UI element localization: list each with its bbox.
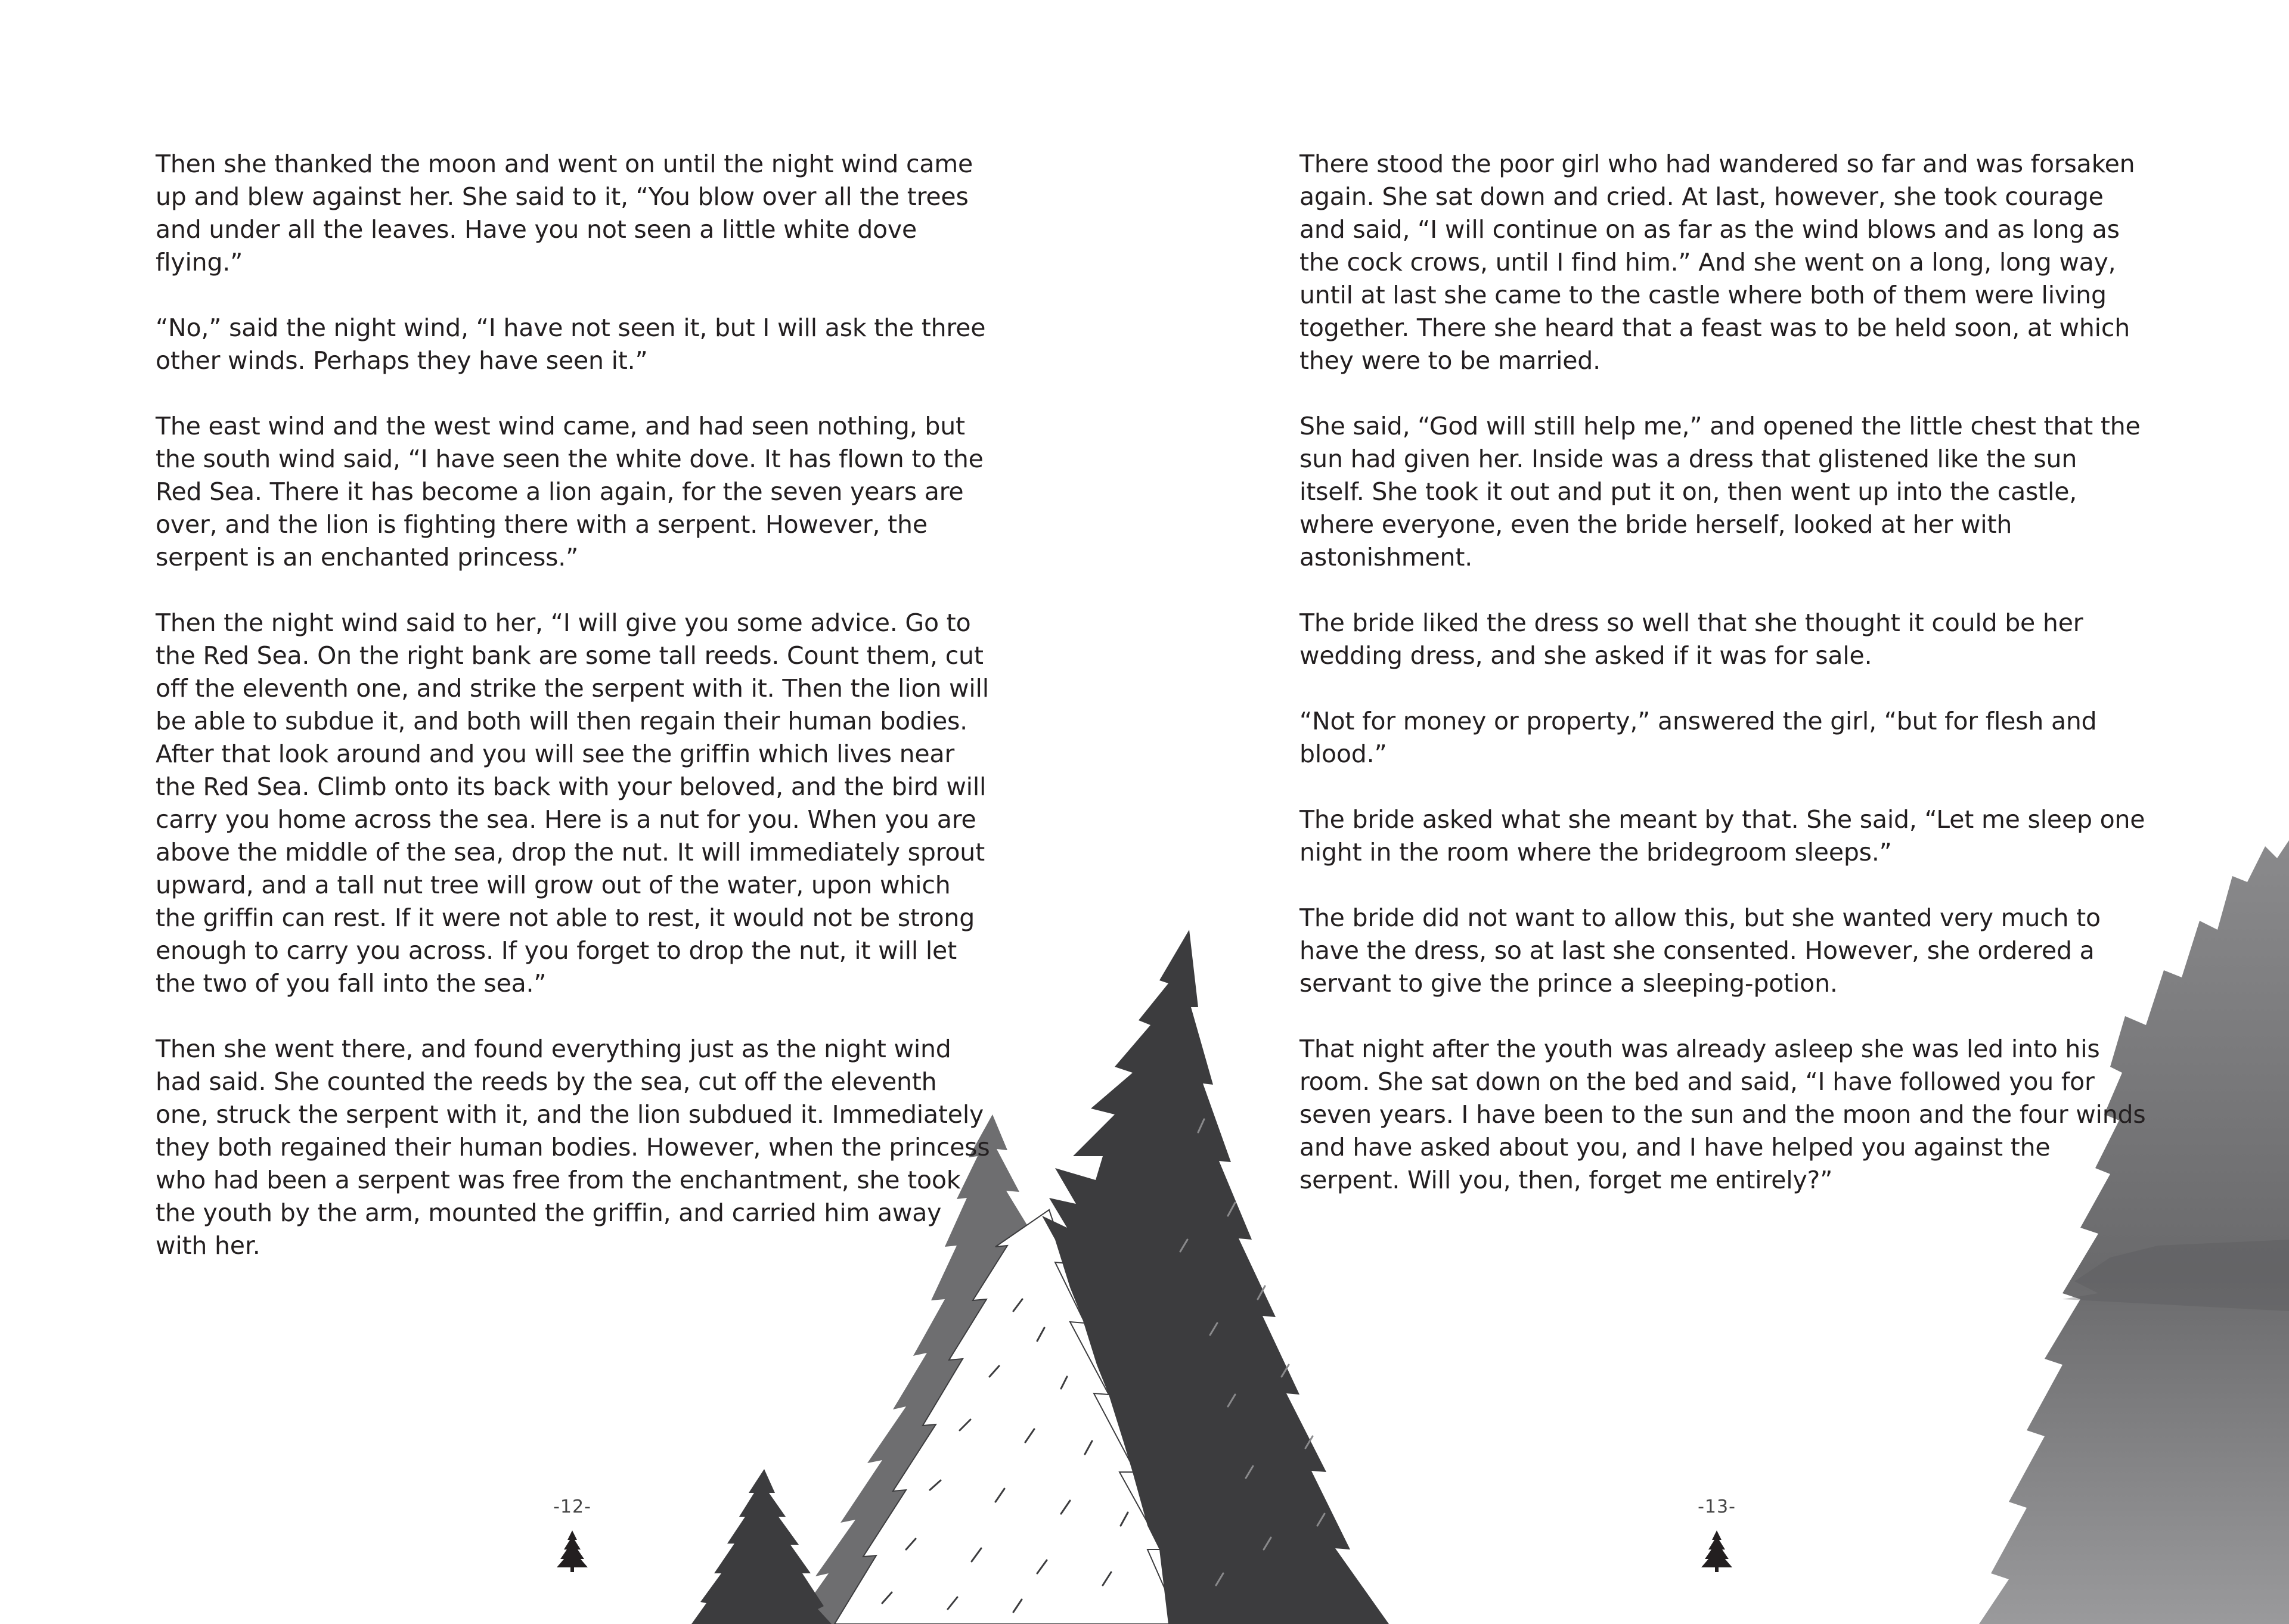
paragraph: Then she thanked the moon and went on until the night wind came up and blew against her. She said to it, “You blow over all the trees and under all the leaves. Have you not seen a little white dove flying.” <box>156 150 973 277</box>
paragraph: The bride asked what she meant by that. She said, “Let me sleep one night in the room where the bridegroom sleeps.” <box>1299 805 2145 867</box>
paragraph: “Not for money or property,” answered the girl, “but for flesh and blood.” <box>1299 707 2097 768</box>
paragraph: The bride did not want to allow this, but she wanted very much to have the dress, so at last she consented. However, she ordered a servant to give the prince a sleeping-potion. <box>1299 903 2101 998</box>
paragraph: Then she went there, and found everything just as the night wind had said. She counted the reeds by the sea, cut off the eleventh one, struck the serpent with it, and the lion subdued it. Immediately they both regained their human bodies. However, when the princess who had been a serpent was free from the enchantment, she took the youth by the arm, mounted the griffin, and carried him away with her. <box>156 1035 990 1260</box>
paragraph: There stood the poor girl who had wandered so far and was forsaken again. She sat down and cried. At last, however, she took courage and said, “I will continue on as far as the wind blows and as long as the cock crows, until I find him.” And she went on a long, long way, until at last she came to the castle where both of them were living together. There she heard that a feast was to be held soon, at which they were to be married. <box>1299 150 2135 375</box>
page-12-text <box>156 148 996 1295</box>
page-number: -12- <box>553 1496 591 1517</box>
page-13-text <box>1299 148 2146 1229</box>
page-number: -13- <box>1698 1496 1736 1517</box>
paragraph: Then the night wind said to her, “I will give you some advice. Go to the Red Sea. On the right bank are some tall reeds. Count them, cut off the eleventh one, and strike the serpent with it. Then the lion will be able to subdue it, and both will then regain their human bodies. After that look around and you will see the griffin which lives near the Red Sea. Climb onto its back with your beloved, and the bird will carry you home across the sea. Here is a nut for you. When you are above the middle of the sea, drop the nut. It will immediately sprout upward, and a tall nut tree will grow out of the water, upon which the griffin can rest. If it were not able to rest, it would not be strong enough to carry you across. If you forget to drop the nut, it will let the two of you fall into the sea.” <box>156 608 989 998</box>
paragraph: That night after the youth was already asleep she was led into his room. She sat down on the bed and said, “I have followed you for seven years. I have been to the sun and the moon and the four winds and have asked about you, and I have helped you against the serpent. Will you, then, forget me entirely?” <box>1299 1035 2146 1194</box>
paragraph: She said, “God will still help me,” and opened the little chest that the sun had given her. Inside was a dress that glistened like the sun itself. She took it out and put it on, then went up into the castle, where everyone, even the bride herself, looked at her with astonishment. <box>1299 412 2141 572</box>
pine-tree-icon <box>1701 1530 1732 1572</box>
pine-tree-icon <box>557 1530 588 1572</box>
paragraph: The east wind and the west wind came, and had seen nothing, but the south wind said, “I have seen the white dove. It has flown to the Red Sea. There it has become a lion again, for the seven years are over, and the lion is fighting there with a serpent. However, the serpent is an enchanted princess.” <box>156 412 984 572</box>
paragraph: The bride liked the dress so well that she thought it could be her wedding dress, and she asked if it was for sale. <box>1299 608 2083 670</box>
paragraph: “No,” said the night wind, “I have not seen it, but I will ask the three other winds. Perhaps they have seen it.” <box>156 313 986 375</box>
tree-small-dark <box>691 1469 832 1624</box>
